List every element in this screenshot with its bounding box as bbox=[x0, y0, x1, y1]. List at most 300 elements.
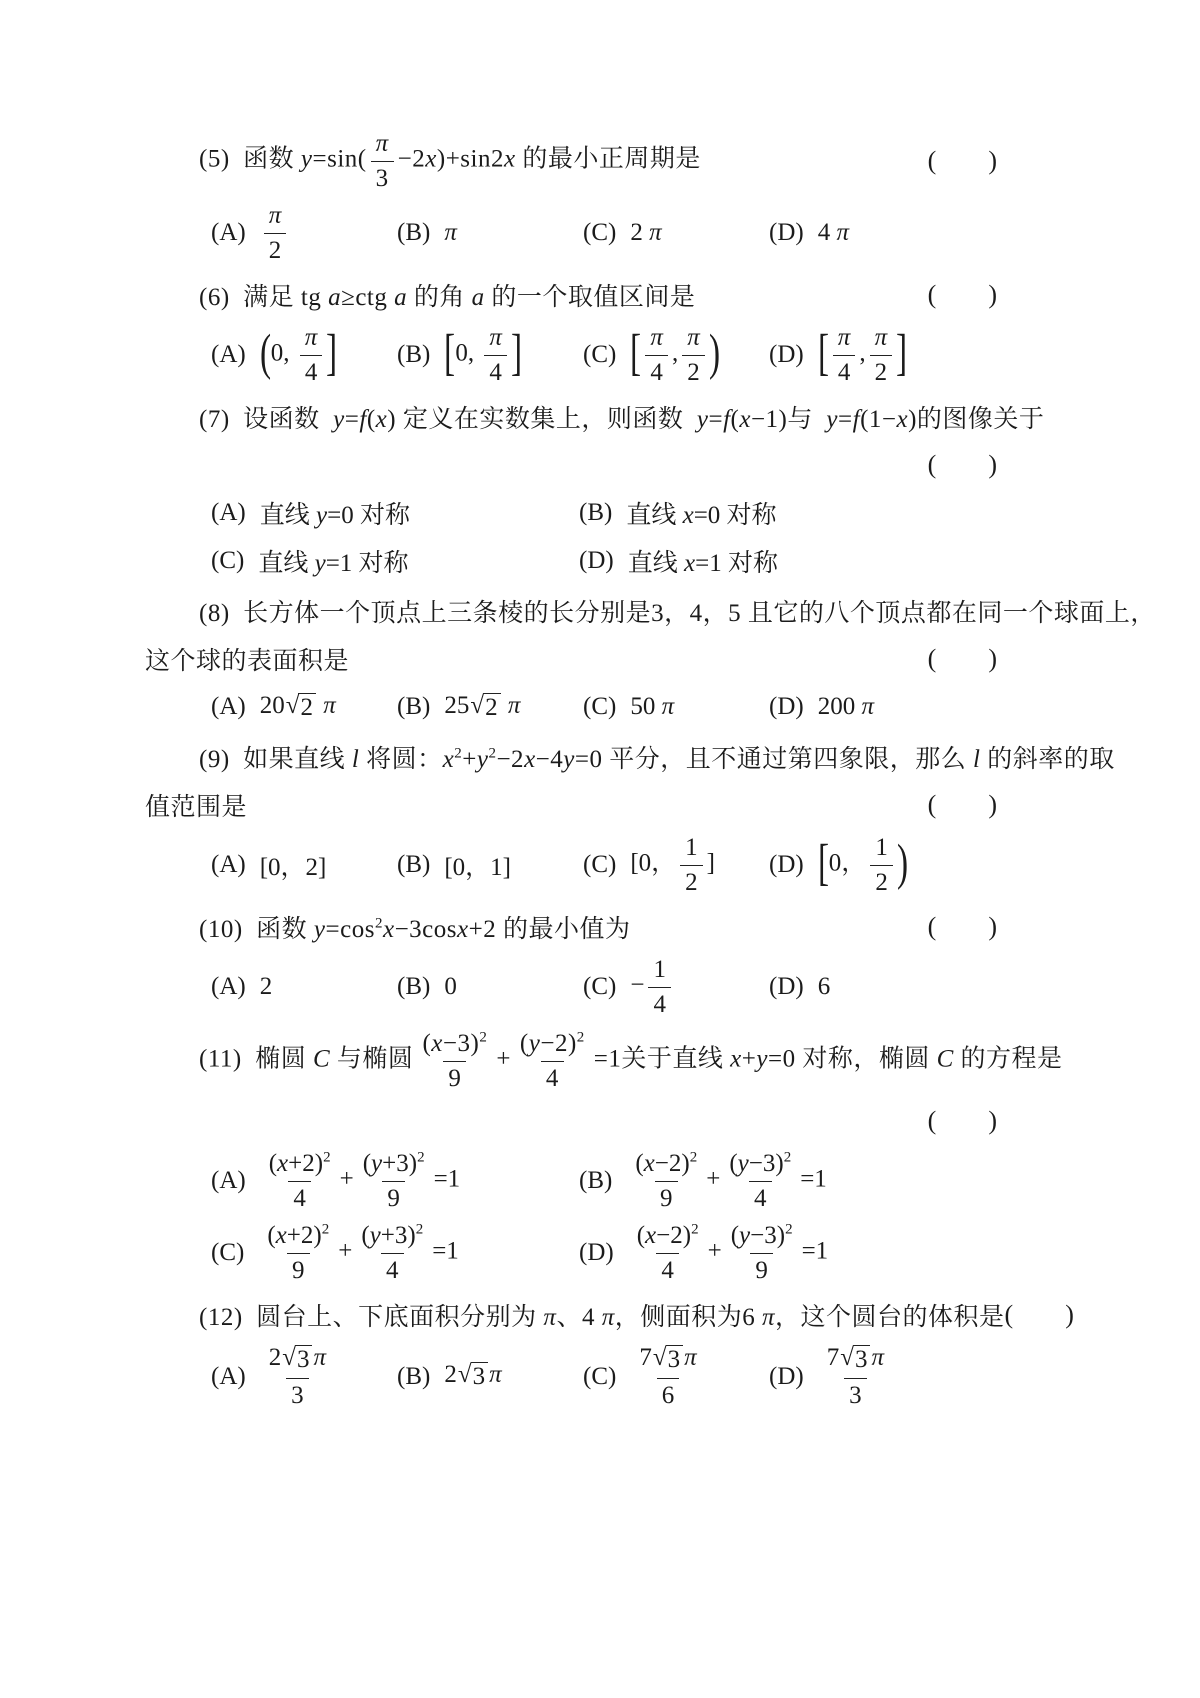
answer-blank: ( ) bbox=[927, 1106, 997, 1135]
option-formula: [ $\frac{\pi}{4}$ , $\frac{\pi}{2}$ ) bbox=[630, 324, 720, 386]
math-variable: π bbox=[268, 202, 282, 229]
option-formula: 4 π bbox=[817, 219, 849, 246]
denominator: 2 bbox=[264, 233, 287, 265]
superscript: 2 bbox=[691, 1221, 699, 1238]
question-stem-line bbox=[145, 906, 1055, 948]
numerator: $(y+3)^2$ bbox=[361, 1221, 424, 1249]
fraction bbox=[356, 1222, 428, 1284]
math-variable: π bbox=[507, 691, 521, 719]
numerator: 2 √ 3 π bbox=[268, 1344, 326, 1373]
radical-sign: √ bbox=[840, 1344, 854, 1371]
denominator: 3 bbox=[844, 1378, 867, 1410]
square-root bbox=[470, 693, 500, 723]
option-5-C bbox=[583, 219, 769, 247]
denominator: 2 bbox=[680, 865, 703, 897]
numerator: $(y-2)^2$ bbox=[519, 1029, 585, 1057]
question-stem-line bbox=[145, 1100, 1055, 1142]
denominator: 4 bbox=[541, 1061, 564, 1093]
option-label: (B) bbox=[579, 1167, 613, 1194]
question-8 bbox=[145, 590, 1156, 728]
option-6-A bbox=[211, 322, 397, 388]
math-variable: y bbox=[826, 406, 838, 433]
option-formula: 2 π bbox=[630, 219, 662, 246]
numerator: $(y-3)^2$ bbox=[729, 1149, 792, 1177]
math-variable: π bbox=[375, 130, 389, 157]
math-variable: y bbox=[314, 550, 326, 577]
fraction bbox=[358, 1150, 430, 1212]
denominator: 9 bbox=[443, 1061, 466, 1093]
math-variable: a bbox=[328, 284, 342, 311]
superscript: 2 bbox=[783, 1149, 792, 1166]
option-label: (C) bbox=[583, 219, 617, 246]
math-variable: π bbox=[650, 324, 663, 351]
math-variable: x bbox=[896, 406, 909, 433]
stem-text: (7) 设函数 y=f(x) 定义在实数集上，则函数 y=f(x−1)与 y=f(1−x)的图像关于 bbox=[199, 406, 1045, 433]
question-10 bbox=[145, 906, 1055, 1020]
option-9-A bbox=[211, 847, 397, 883]
denominator: 3 bbox=[371, 161, 394, 193]
option-11-D bbox=[579, 1220, 1055, 1286]
math-variable: y bbox=[333, 406, 345, 433]
numerator: $(y-3)^2$ bbox=[730, 1221, 793, 1249]
numerator: 1 bbox=[653, 956, 666, 983]
stem-text: 值范围是 bbox=[145, 794, 248, 821]
numerator: $(x-3)^2$ bbox=[422, 1029, 488, 1057]
fraction bbox=[870, 324, 893, 386]
math-variable: π bbox=[323, 691, 336, 719]
option-12-C bbox=[583, 1342, 769, 1411]
radical-sign: √ bbox=[457, 1361, 472, 1389]
superscript: 2 bbox=[576, 1029, 585, 1046]
math-variable: π bbox=[304, 324, 318, 351]
math-variable: π bbox=[489, 1361, 502, 1389]
math-variable: x bbox=[682, 502, 694, 529]
option-11-A bbox=[211, 1148, 579, 1214]
option-8-A bbox=[211, 692, 397, 723]
radicand: 3 bbox=[295, 1345, 313, 1375]
numerator: $(y+3)^2$ bbox=[362, 1149, 425, 1177]
option-formula bbox=[260, 1342, 335, 1411]
option-formula: $\frac{(x-2)^2}{4}$ + $\frac{(y-3)^2}{9}$ =1 bbox=[628, 1220, 828, 1286]
denominator: 9 bbox=[750, 1253, 773, 1285]
denominator: 4 bbox=[645, 355, 668, 387]
question-stem-line bbox=[145, 128, 1055, 194]
math-variable: π bbox=[762, 1304, 776, 1331]
square-root bbox=[286, 693, 316, 723]
math-variable: f bbox=[359, 406, 367, 433]
option-formula: $\frac{(x+2)^2}{9}$ + $\frac{(y+3)^2}{4}$ =1 bbox=[258, 1220, 458, 1286]
option-5-A bbox=[211, 200, 397, 266]
math-variable: π bbox=[489, 324, 502, 351]
option-11-C bbox=[211, 1220, 579, 1286]
option-formula: 2 √ 3 π bbox=[444, 1361, 502, 1391]
numerator bbox=[645, 324, 668, 355]
option-formula: − $\frac{1}{4}$ bbox=[630, 954, 675, 1020]
option-8-D bbox=[769, 693, 1055, 721]
math-variable: y bbox=[696, 406, 709, 433]
option-formula: $\frac{(x+2)^2}{4}$ + $\frac{(y+3)^2}{9}$ =1 bbox=[260, 1148, 460, 1214]
option-formula: [0, $\frac{\pi}{4}$ ] bbox=[444, 324, 523, 386]
question-stem-line bbox=[145, 638, 1055, 680]
option-10-C bbox=[583, 954, 769, 1020]
square-root bbox=[840, 1345, 870, 1375]
option-label: (A) bbox=[211, 973, 246, 1000]
option-formula: 25 √ 2 π bbox=[444, 691, 521, 721]
option-label: (D) bbox=[769, 219, 804, 246]
option-formula: 2 bbox=[259, 973, 273, 1000]
math-variable: y bbox=[737, 1150, 749, 1177]
stem-text: 这个球的表面积是 bbox=[145, 648, 350, 675]
stem-text: (5) 函数 y=sin( $\frac{\pi}{3}$ −2x)+sin2x 的最小正周期是 bbox=[199, 130, 701, 192]
option-formula: 50 π bbox=[630, 693, 675, 720]
numerator: 7 √ 3 π bbox=[826, 1344, 884, 1373]
question-6 bbox=[145, 274, 1055, 388]
option-label: (A) bbox=[211, 1362, 246, 1390]
denominator: 9 bbox=[655, 1181, 678, 1213]
fraction bbox=[648, 956, 671, 1018]
square-root bbox=[653, 1345, 683, 1375]
option-formula: 6 bbox=[817, 973, 831, 1000]
option-label: (A) bbox=[211, 341, 246, 368]
math-variable: x bbox=[425, 145, 437, 173]
option-label: (B) bbox=[397, 973, 431, 1000]
fraction bbox=[726, 1222, 798, 1284]
fraction bbox=[680, 834, 703, 896]
option-row bbox=[145, 832, 1055, 898]
question-stem-line bbox=[145, 444, 1055, 486]
option-9-D bbox=[769, 832, 1055, 898]
radical-sign: √ bbox=[652, 1344, 667, 1371]
option-9-B bbox=[397, 847, 583, 883]
answer-blank: ( ) bbox=[927, 146, 997, 175]
math-variable: π bbox=[861, 693, 874, 720]
option-label: (A) bbox=[211, 693, 246, 720]
numerator: 1 bbox=[685, 834, 698, 861]
question-stem-line bbox=[145, 1294, 1074, 1336]
math-variable: y bbox=[563, 746, 575, 773]
fraction bbox=[264, 1150, 336, 1212]
option-label: (C) bbox=[211, 547, 245, 574]
math-variable: π bbox=[874, 324, 888, 351]
denominator: 4 bbox=[381, 1253, 404, 1285]
option-label: (D) bbox=[769, 973, 804, 1000]
fraction bbox=[634, 1344, 701, 1409]
option-formula bbox=[444, 219, 457, 247]
option-8-C bbox=[583, 693, 769, 721]
numerator bbox=[264, 202, 287, 233]
option-formula: 直线 x=0 对称 bbox=[626, 502, 777, 529]
denominator: 4 bbox=[648, 987, 671, 1019]
question-stem-line bbox=[145, 1028, 1063, 1094]
fraction bbox=[264, 1344, 331, 1409]
denominator: 6 bbox=[657, 1378, 680, 1410]
option-formula: [0， $\frac{1}{2}$ ] bbox=[630, 834, 715, 896]
question-stem-line bbox=[145, 396, 1055, 438]
numerator: 1 bbox=[875, 834, 888, 861]
answer-blank: ( ) bbox=[927, 280, 997, 309]
math-variable: x bbox=[503, 145, 516, 173]
option-label: (D) bbox=[769, 851, 804, 878]
superscript: 2 bbox=[321, 1221, 330, 1238]
option-formula bbox=[630, 1342, 705, 1411]
option-label: (B) bbox=[397, 693, 431, 720]
denominator: 9 bbox=[382, 1181, 405, 1213]
math-variable: y bbox=[313, 916, 326, 943]
math-variable: y bbox=[528, 1030, 541, 1057]
option-label: (D) bbox=[769, 693, 804, 720]
math-variable: π bbox=[837, 324, 851, 351]
option-label: (C) bbox=[211, 1239, 245, 1266]
math-variable: x bbox=[275, 1222, 287, 1249]
option-row bbox=[145, 686, 1055, 728]
option-label: (A) bbox=[211, 499, 246, 526]
math-variable: a bbox=[394, 284, 408, 311]
fraction bbox=[262, 1222, 334, 1284]
question-stem-line bbox=[145, 590, 1156, 632]
option-label: (B) bbox=[397, 851, 431, 878]
option-6-D bbox=[769, 322, 1055, 388]
superscript: 2 bbox=[454, 745, 463, 762]
math-variable: f bbox=[852, 406, 861, 433]
denominator: 2 bbox=[682, 355, 705, 387]
stem-text: (9) 如果直线 l 将圆：$x^2+y^2-2x-4y=0$ 平分，且不通过第四象限，那么 l 的斜率的取 bbox=[199, 745, 1115, 773]
option-label: (B) bbox=[397, 1362, 431, 1390]
option-label: (B) bbox=[579, 499, 613, 526]
fraction bbox=[833, 324, 856, 386]
superscript: 2 bbox=[479, 1029, 488, 1046]
math-variable: π bbox=[444, 219, 457, 246]
fraction bbox=[300, 324, 323, 386]
radicand: 2 bbox=[298, 693, 316, 723]
option-label: (D) bbox=[579, 547, 614, 574]
option-formula: [ $\frac{\pi}{4}$ , $\frac{\pi}{2}$ ] bbox=[817, 324, 908, 386]
math-variable: y bbox=[369, 1222, 381, 1249]
option-7-A bbox=[211, 495, 579, 531]
option-formula: 直线 y=1 对称 bbox=[258, 550, 409, 577]
math-variable: x bbox=[643, 1150, 655, 1177]
fraction bbox=[682, 324, 705, 386]
math-variable: a bbox=[471, 284, 485, 311]
numerator bbox=[682, 324, 705, 355]
superscript: 2 bbox=[415, 1221, 424, 1238]
math-variable: x bbox=[739, 406, 751, 433]
fraction bbox=[630, 1150, 702, 1212]
option-formula: 200 π bbox=[817, 693, 874, 720]
math-variable: π bbox=[836, 219, 849, 246]
fraction bbox=[724, 1150, 796, 1212]
option-label: (B) bbox=[397, 341, 431, 368]
stem-text: (6) 满足 tg a≥ctg a 的角 a 的一个取值区间是 bbox=[199, 284, 696, 311]
math-variable: y bbox=[476, 746, 489, 773]
option-10-D bbox=[769, 973, 1055, 1001]
math-variable: π bbox=[313, 1344, 326, 1371]
option-formula bbox=[818, 1342, 893, 1411]
option-10-A bbox=[211, 973, 397, 1001]
option-row bbox=[145, 1342, 1055, 1411]
math-variable: x bbox=[683, 550, 696, 577]
option-12-A bbox=[211, 1342, 397, 1411]
option-row bbox=[145, 954, 1055, 1020]
denominator: 9 bbox=[287, 1253, 310, 1285]
radicand: 3 bbox=[471, 1362, 489, 1392]
denominator: 2 bbox=[870, 865, 893, 897]
superscript: 2 bbox=[689, 1149, 698, 1166]
option-label: (C) bbox=[583, 341, 617, 368]
superscript: 2 bbox=[323, 1149, 331, 1166]
radicand: 3 bbox=[666, 1345, 684, 1375]
numerator: $(x-2)^2$ bbox=[635, 1149, 698, 1177]
math-variable: x bbox=[382, 916, 395, 943]
option-label: (A) bbox=[211, 219, 246, 246]
numerator bbox=[300, 324, 323, 355]
fraction bbox=[371, 130, 394, 192]
numerator bbox=[870, 324, 893, 355]
math-variable: π bbox=[601, 1304, 615, 1331]
math-variable: x bbox=[730, 1045, 742, 1073]
superscript: 2 bbox=[488, 745, 497, 762]
option-5-B bbox=[397, 219, 583, 247]
radicand: 2 bbox=[483, 693, 501, 723]
superscript: 2 bbox=[374, 915, 383, 932]
option-label: (D) bbox=[769, 341, 804, 368]
option-label: (C) bbox=[583, 851, 617, 878]
option-formula: 0 bbox=[444, 973, 457, 1000]
option-6-B bbox=[397, 322, 583, 388]
fraction bbox=[484, 324, 507, 386]
denominator: 4 bbox=[484, 355, 507, 387]
option-label: (A) bbox=[211, 1167, 246, 1194]
option-6-C bbox=[583, 322, 769, 388]
question-stem-line bbox=[145, 274, 1055, 316]
math-variable: x bbox=[457, 916, 469, 943]
square-root bbox=[458, 1362, 488, 1392]
option-12-D bbox=[769, 1342, 1055, 1411]
option-label: (C) bbox=[583, 1362, 617, 1390]
math-variable: x bbox=[442, 746, 455, 773]
math-variable: x bbox=[645, 1222, 657, 1249]
math-variable: π bbox=[543, 1304, 557, 1331]
math-variable: y bbox=[739, 1222, 751, 1249]
math-variable: f bbox=[723, 406, 731, 433]
option-row bbox=[145, 540, 1055, 582]
option-7-B bbox=[579, 495, 1055, 531]
option-row bbox=[145, 492, 1055, 534]
answer-blank: ( ) bbox=[927, 912, 997, 941]
superscript: 2 bbox=[785, 1221, 793, 1238]
question-stem-line bbox=[145, 784, 1055, 826]
option-row bbox=[145, 1220, 1055, 1286]
option-label: (D) bbox=[769, 1362, 804, 1390]
question-7 bbox=[145, 396, 1055, 582]
denominator: 4 bbox=[749, 1181, 772, 1213]
stem-text: (8) 长方体一个顶点上三条棱的长分别是3，4，5 且它的八个顶点都在同一个球面上， bbox=[199, 600, 1156, 627]
math-variable: y bbox=[371, 1150, 383, 1177]
option-formula: [0，1] bbox=[444, 854, 511, 881]
option-8-B bbox=[397, 692, 583, 723]
option-label: (A) bbox=[211, 851, 246, 878]
square-root bbox=[282, 1345, 312, 1375]
question-list bbox=[145, 128, 1156, 1411]
option-label: (C) bbox=[583, 973, 617, 1000]
answer-blank: ( ) bbox=[927, 644, 997, 673]
fraction bbox=[822, 1344, 889, 1409]
option-formula: (0, $\frac{\pi}{4}$ ] bbox=[259, 324, 338, 386]
math-variable: x bbox=[277, 1150, 289, 1177]
option-row bbox=[145, 200, 1055, 266]
math-variable: l bbox=[973, 746, 981, 773]
option-label: (B) bbox=[397, 219, 431, 246]
math-variable: π bbox=[871, 1344, 884, 1371]
math-variable: x bbox=[375, 406, 388, 433]
stem-text: (10) 函数 $y=\cos^2x-3\cos x+2$ 的最小值为 bbox=[199, 915, 631, 943]
numerator: $(x+2)^2$ bbox=[267, 1221, 330, 1249]
numerator: $(x-2)^2$ bbox=[636, 1221, 699, 1249]
answer-blank: ( ) bbox=[927, 450, 997, 479]
option-formula: 20 √ 2 π bbox=[259, 691, 336, 721]
numerator bbox=[371, 130, 394, 161]
denominator: 2 bbox=[870, 355, 893, 387]
numerator bbox=[833, 324, 856, 355]
math-variable: y bbox=[300, 145, 313, 173]
radical-sign: √ bbox=[282, 1344, 296, 1371]
option-7-C bbox=[211, 543, 579, 579]
radical-sign: √ bbox=[285, 691, 300, 719]
denominator: 4 bbox=[656, 1253, 679, 1285]
option-row bbox=[145, 322, 1055, 388]
option-row bbox=[145, 1148, 1055, 1214]
question-stem-line bbox=[145, 736, 1115, 778]
option-10-B bbox=[397, 973, 583, 1001]
superscript: 2 bbox=[417, 1149, 425, 1166]
fraction bbox=[417, 1030, 492, 1092]
denominator: 4 bbox=[833, 355, 856, 387]
option-12-B bbox=[397, 1361, 583, 1392]
option-7-D bbox=[579, 543, 1055, 579]
radicand: 3 bbox=[853, 1345, 871, 1375]
stem-text: (11) 椭圆 C 与椭圆 $\frac{(x-3)^2}{9}$ + $\frac{(y-2)^2}{4}$ =1关于直线 x+y=0 对称，椭圆 C 的方程是 bbox=[199, 1029, 1063, 1092]
numerator bbox=[484, 324, 507, 355]
math-variable: π bbox=[649, 219, 662, 246]
math-variable: π bbox=[687, 324, 700, 351]
option-formula: [0，2] bbox=[259, 854, 327, 881]
radical-sign: √ bbox=[470, 691, 485, 719]
math-variable: l bbox=[351, 746, 360, 773]
option-9-C bbox=[583, 832, 769, 898]
option-formula: 直线 x=1 对称 bbox=[627, 550, 778, 577]
math-variable: C bbox=[312, 1045, 331, 1073]
question-12 bbox=[145, 1294, 1074, 1411]
question-9 bbox=[145, 736, 1115, 898]
denominator: 3 bbox=[286, 1378, 309, 1410]
option-11-B bbox=[579, 1148, 1055, 1214]
math-variable: y bbox=[315, 502, 328, 529]
numerator: $(x+2)^2$ bbox=[268, 1149, 331, 1177]
denominator: 4 bbox=[288, 1181, 311, 1213]
denominator: 4 bbox=[300, 355, 323, 387]
fraction bbox=[632, 1222, 704, 1284]
math-variable: C bbox=[936, 1045, 954, 1073]
numerator: 7 √ 3 π bbox=[639, 1344, 697, 1373]
option-label: (D) bbox=[579, 1239, 614, 1266]
option-label: (C) bbox=[583, 693, 617, 720]
math-variable: y bbox=[756, 1045, 768, 1073]
math-variable: x bbox=[524, 746, 536, 773]
answer-blank: ( ) bbox=[1004, 1300, 1074, 1329]
fraction bbox=[264, 202, 287, 264]
fraction bbox=[870, 834, 893, 896]
question-5 bbox=[145, 128, 1055, 266]
fraction bbox=[515, 1030, 590, 1092]
